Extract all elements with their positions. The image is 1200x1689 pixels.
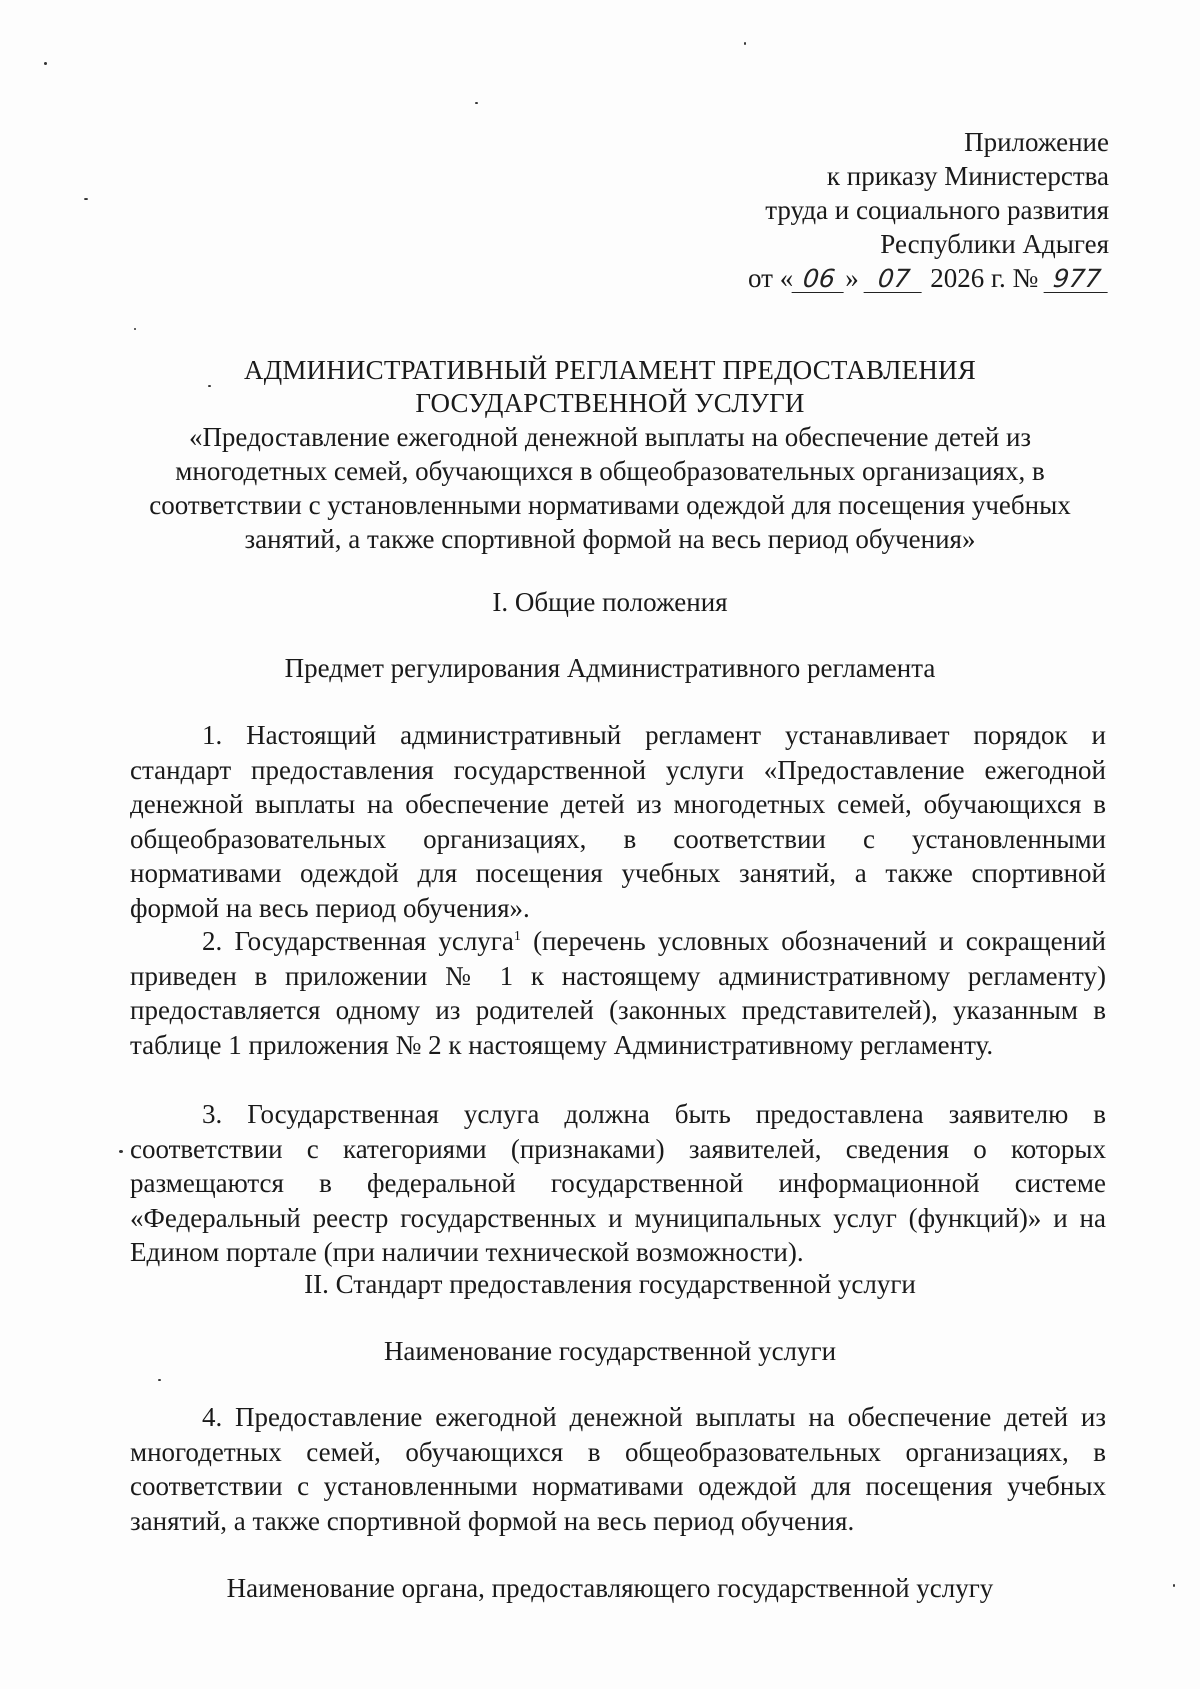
section-2-subheading-2: Наименование органа, предоставляющего государственной услугу bbox=[226, 1573, 994, 1603]
section-2-subheading: Наименование государственной услуги bbox=[383, 1336, 837, 1366]
attachment-republic: Республики Адыгея bbox=[880, 229, 1109, 259]
date-day-handwritten: 06 bbox=[792, 266, 847, 293]
paragraph-2 bbox=[130, 924, 1106, 1062]
attachment-ministry: труда и социального развития bbox=[765, 195, 1109, 225]
attachment-order-ref: к приказу Министерства bbox=[826, 161, 1109, 191]
section-1-heading: I. Общие положения bbox=[492, 587, 728, 617]
scan-speck bbox=[158, 1379, 161, 1381]
date-year: 2026 г. № bbox=[930, 263, 1039, 293]
paragraph-3: 3. Государственная услуга должна быть предоставлена заявителю в соответствии с категориями (признаками) заявителей, сведения о которых размещаются в федеральной государственной информационной системе «Федеральный реестр государственных и муниципальных услуг (функций)» и на Едином портале (при наличии технической возможности). bbox=[130, 1099, 1106, 1267]
order-number-handwritten: 977 bbox=[1044, 266, 1111, 293]
paragraph-1: 1. Настоящий административный регламент устанавливает порядок и стандарт предоставления государственной услуги «Предоставление ежегодной денежной выплаты на обеспечение детей из многодетных семей, обучающихся в общеобразовательных организациях, в соответствии с установленными нормативами одеждой для посещения учебных занятий, а также спортивной формой на весь период обучения». bbox=[130, 720, 1106, 923]
date-prefix: от « bbox=[748, 263, 794, 293]
title-line-1: АДМИНИСТРАТИВНЫЙ РЕГЛАМЕНТ ПРЕДОСТАВЛЕНИЯ bbox=[244, 355, 976, 385]
scan-speck bbox=[119, 1150, 123, 1153]
scan-speck bbox=[44, 62, 47, 65]
attachment-header bbox=[748, 125, 1109, 295]
attachment-date-line bbox=[748, 261, 1109, 295]
document-title bbox=[130, 354, 1090, 420]
attachment-title: Приложение bbox=[964, 127, 1109, 157]
date-month-handwritten: 07 bbox=[864, 266, 925, 293]
date-mid: » bbox=[845, 263, 859, 293]
section-2-heading: II. Стандарт предоставления государственной услуги bbox=[304, 1269, 916, 1299]
scan-speck bbox=[475, 102, 478, 104]
title-line-2: ГОСУДАРСТВЕННОЙ УСЛУГИ bbox=[415, 388, 805, 418]
scan-speck bbox=[744, 42, 746, 45]
paragraph-2-start: 2. Государственная услуга bbox=[202, 926, 514, 956]
scan-speck bbox=[84, 198, 88, 200]
paragraph-4: 4. Предоставление ежегодной денежной выплаты на обеспечение детей из многодетных семей, обучающихся в общеобразовательных организациях, в соответствии с установленными нормативами одеждой для посещения учебных занятий, а также спортивной формой на весь период обучения. bbox=[130, 1402, 1106, 1536]
scan-speck bbox=[134, 328, 136, 330]
footnote-marker: 1 bbox=[513, 929, 521, 944]
scan-speck bbox=[1173, 1584, 1175, 1587]
document-subtitle: «Предоставление ежегодной денежной выплаты на обеспечение детей из многодетных семей, обучающихся в общеобразовательных организациях, в соответствии с установленными нормативами одеждой для посещения учебных занятий, а также спортивной формой на весь период обучения» bbox=[149, 422, 1071, 554]
section-1-subheading: Предмет регулирования Административного регламента bbox=[284, 653, 936, 683]
paragraph-2-rest: (перечень условных обозначений и сокращений приведен в приложении № 1 к настоящему административному регламенту) предоставляется одному из родителей (законных представителей), указанным в таблице 1 приложения № 2 к настоящему Административному регламенту. bbox=[130, 926, 1107, 1060]
